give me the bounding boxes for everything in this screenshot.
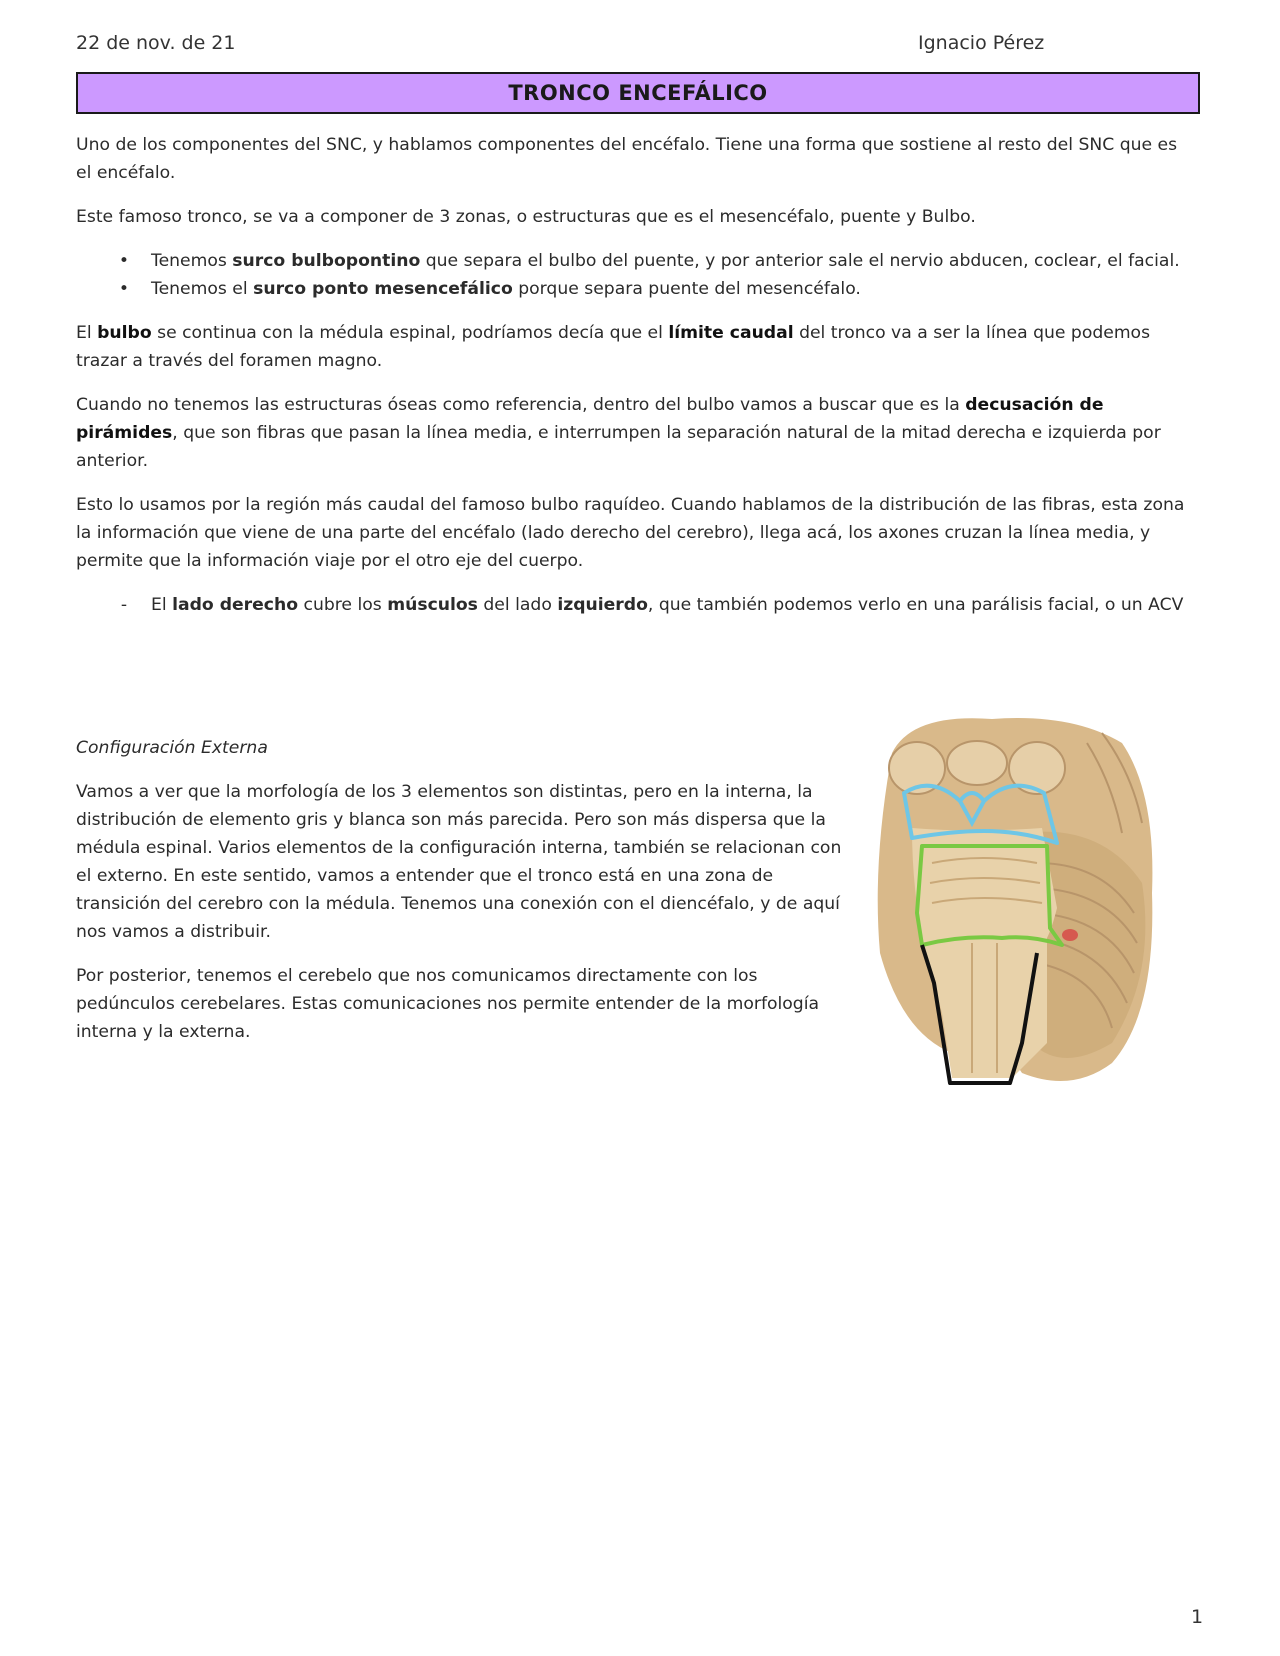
list-item-bold: surco bulbopontino [232,251,421,271]
header-author: Ignacio Pérez [918,32,1045,54]
dash-list [76,591,1194,619]
paragraph-2: Este famoso tronco, se va a componer de 3 zonas, o estructuras que es el mesencéfalo, puente y Bulbo. [76,207,976,227]
paragraph-4: Cuando no tenemos las estructuras óseas como referencia, dentro del bulbo vamos a buscar que es la decusación de pirámides, que son fibras que pasan la línea media, e interrumpen la separación natural de la mitad derecha e izquierda por anterior. [76,395,1161,471]
list-item-bold: surco ponto mesencefálico [253,279,513,299]
paragraph-3: El bulbo se continua con la médula espinal, podríamos decía que el límite caudal del tronco va a ser la línea que podemos trazar a través del foramen magno. [76,323,1151,371]
bullet-list [76,247,1194,303]
list-item-text: porque separa puente del mesencéfalo. [512,279,861,299]
list-item: - El lado derecho cubre los músculos del lado izquierdo, que también podemos verlo en una parálisis facial, o un ACV [76,591,1194,619]
list-item-text: Tenemos el [151,279,254,299]
dash-marker: - [120,595,128,615]
paragraph-6: Vamos a ver que la morfología de los 3 elementos son distintas, pero en la interna, la distribución de elemento gris y blanca son más parecida. Pero son más dispersa que la médula espinal. Varios elementos de la configuración interna, también se relacionan con el externo. En este sentido, vamos a entender que el tronco está en una zona de transición del cerebro con la médula. Tenemos una conexión con el diencéfalo, y de aquí nos vamos a distribuir. [76,782,842,942]
header-date: 22 de nov. de 21 [76,32,236,54]
main-content [76,131,1194,635]
page-title: TRONCO ENCEFÁLICO [508,81,768,105]
section-heading: Configuración Externa [76,738,268,758]
paragraph-7: Por posterior, tenemos el cerebelo que nos comunicamos directamente con los pedúnculos cerebelares. Estas comunicaciones nos permite entender de la morfología interna y la externa. [76,966,820,1042]
list-item [76,275,1194,303]
lower-section [76,734,856,1062]
paragraph-1: Uno de los componentes del SNC, y hablamos componentes del encéfalo. Tiene una forma que sostiene al resto del SNC que es el encéfalo. [76,135,1178,183]
list-item [76,247,1194,275]
list-item-text: Tenemos [151,251,233,271]
title-banner [76,72,1200,114]
list-item-text: que separa el bulbo del puente, y por anterior sale el nervio abducen, coclear, el facial. [420,251,1180,271]
brainstem-illustration [872,713,1156,1093]
paragraph-5: Esto lo usamos por la región más caudal del famoso bulbo raquídeo. Cuando hablamos de la distribución de las fibras, esta zona la información que viene de una parte del encéfalo (lado derecho del cerebro), llega acá, los axones cruzan la línea media, y permite que la información viaje por el otro eje del cuerpo. [76,495,1185,571]
bullet-marker: • [118,251,130,271]
bullet-marker: • [118,279,130,299]
page-number: 1 [1191,1606,1204,1628]
